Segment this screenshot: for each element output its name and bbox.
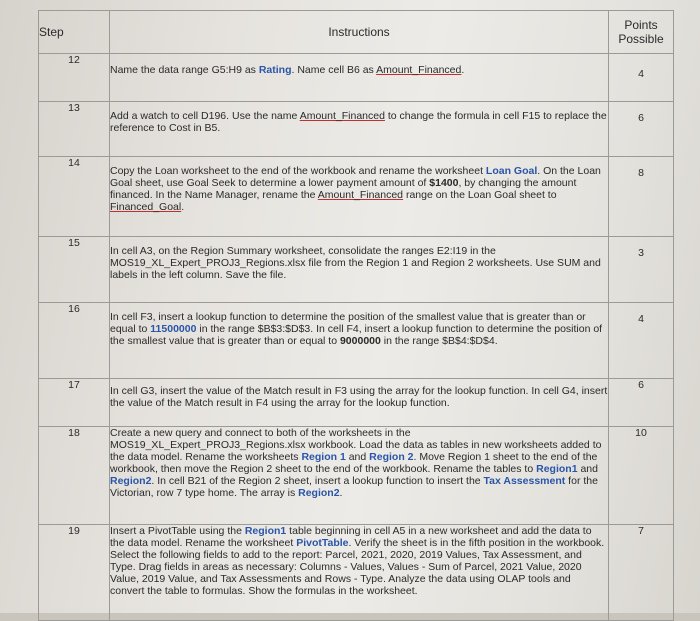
table-row — [39, 157, 674, 237]
instructions-table — [38, 10, 674, 621]
step-number: 15 — [39, 237, 110, 303]
step-number: 16 — [39, 303, 110, 379]
instructions-column-header: Instructions — [110, 11, 609, 54]
step-number: 12 — [39, 54, 110, 102]
step-number: 18 — [39, 427, 110, 525]
step-instruction: Create a new query and connect to both of the worksheets in the MOS19_XL_Expert_PROJ3_Regions.xlsx workbook. Load the data as tables in new worksheets added to the data model. Rename the worksheets Region 1 and Region 2. Move Region 1 sheet to the end of the workbook, then move the Region 2 sheet to the end of the workbook. Rename the tables to Region1 and Region2. In cell B21 of the Region 2 sheet, insert a lookup function to insert the Tax Assessment for the Victorian, row 7 type home. The array is Region2. — [110, 427, 609, 525]
table-row — [39, 102, 674, 157]
step-points: 8 — [609, 157, 674, 237]
table-row — [39, 525, 674, 621]
table-header-row — [39, 11, 674, 54]
step-instruction: Copy the Loan worksheet to the end of the workbook and rename the worksheet Loan Goal. On the Loan Goal sheet, use Goal Seek to determine a lower payment amount of $1400, by changing the amount financed. In the Name Manager, rename the Amount_Financed range on the Loan Goal sheet to Financed_Goal. — [110, 157, 609, 237]
step-points: 4 — [609, 54, 674, 102]
step-number: 19 — [39, 525, 110, 621]
step-points: 6 — [609, 102, 674, 157]
step-instruction: Name the data range G5:H9 as Rating. Name cell B6 as Amount_Financed. — [110, 54, 609, 102]
table-row — [39, 54, 674, 102]
table-row — [39, 303, 674, 379]
table-row — [39, 379, 674, 427]
step-instruction: In cell F3, insert a lookup function to determine the position of the smallest value that is greater than or equal to 11500000 in the range $B$3:$D$3. In cell F4, insert a lookup function to determine the position of the smallest value that is greater than or equal to 9000000 in the range $B$4:$D$4. — [110, 303, 609, 379]
step-points: 3 — [609, 237, 674, 303]
step-instruction: Insert a PivotTable using the Region1 table beginning in cell A5 in a new worksheet and add the data to the data model. Rename the worksheet PivotTable. Verify the sheet is in the fifth position in the workbook. Select the following fields to add to the report: Parcel, 2021, 2020, 2019 Values, Tax Assessment, and Type. Drag fields in areas as necessary: Columns - Values, Values - Sum of Parcel, 2021 Value, 2020 Value, 2019 Value, and Tax Assessments and Rows - Type. Analyze the data using OLAP tools and convert the table to formulas. Show the formulas in the worksheet. — [110, 525, 609, 621]
step-column-header: Step — [39, 11, 110, 54]
points-column-header: Points Possible — [609, 11, 674, 54]
step-points: 4 — [609, 303, 674, 379]
step-points: 6 — [609, 379, 674, 427]
step-points: 7 — [609, 525, 674, 621]
step-number: 17 — [39, 379, 110, 427]
step-instruction: In cell G3, insert the value of the Match result in F3 using the array for the lookup function. In cell G4, insert the value of the Match result in F4 using the array for the lookup function. — [110, 379, 609, 427]
step-number: 14 — [39, 157, 110, 237]
step-instruction: In cell A3, on the Region Summary worksheet, consolidate the ranges E2:I19 in the MOS19_XL_Expert_PROJ3_Regions.xlsx file from the Region 1 and Region 2 worksheets. Use SUM and labels in the left column. Save the file. — [110, 237, 609, 303]
step-points: 10 — [609, 427, 674, 525]
table-row — [39, 427, 674, 525]
step-instruction: Add a watch to cell D196. Use the name Amount_Financed to change the formula in cell F15 to replace the reference to Cost in B5. — [110, 102, 609, 157]
table-row — [39, 237, 674, 303]
step-number: 13 — [39, 102, 110, 157]
